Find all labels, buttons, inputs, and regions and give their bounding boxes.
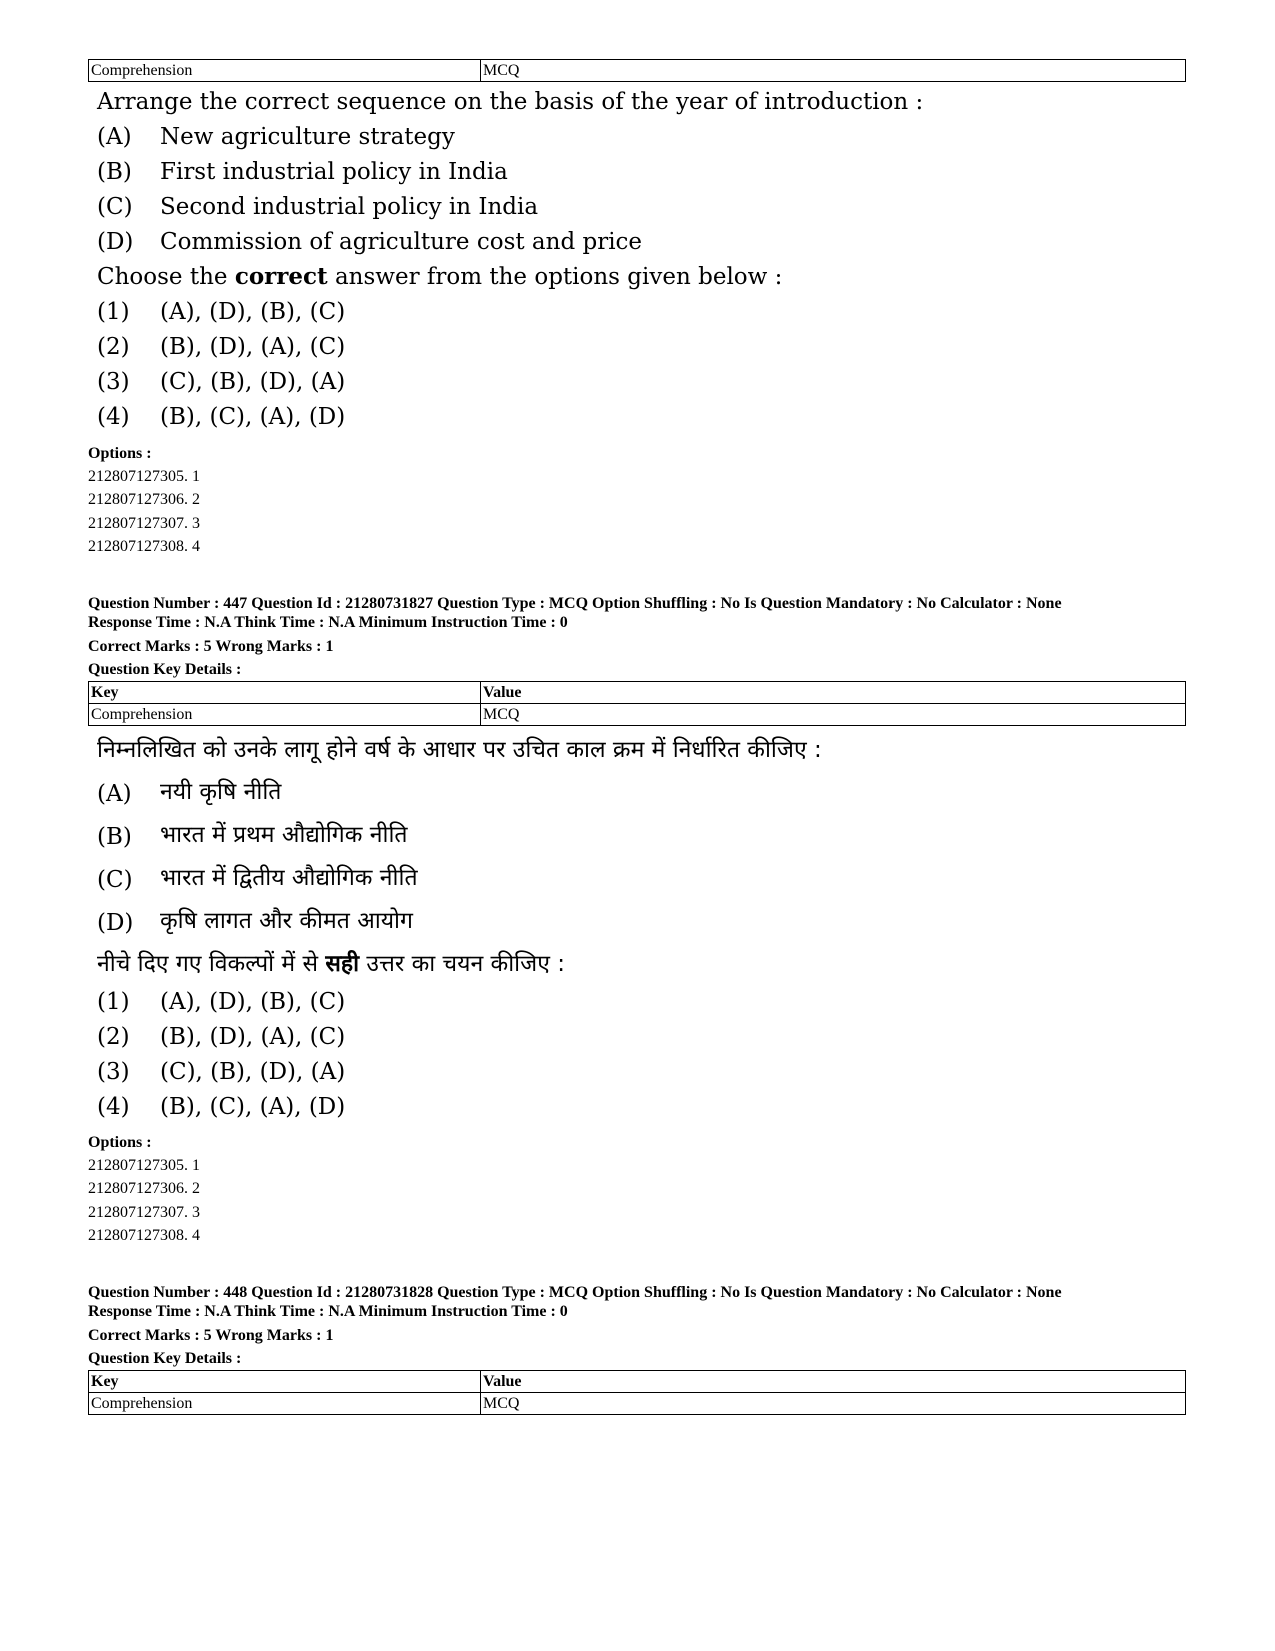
table-header-value: Value <box>481 682 1186 704</box>
choose-pre: Choose the <box>97 264 235 290</box>
table-header-row <box>89 1371 1186 1393</box>
question-meta: Question Number : 448 Question Id : 21280731828 Question Type : MCQ Option Shuffling : No Is Question Mandatory : No Calculator : None <box>88 1284 1062 1301</box>
table-cell-key: Comprehension <box>89 704 481 726</box>
item-text: First industrial policy in India <box>160 159 508 185</box>
item-text: कृषि लागत और कीमत आयोग <box>160 908 413 934</box>
table-header-value: Value <box>481 1371 1186 1393</box>
choose-instruction <box>97 950 565 978</box>
table-cell-value: MCQ <box>481 704 1186 726</box>
option-id: 212807127307. 3 <box>88 515 200 532</box>
question-prompt: Arrange the correct sequence on the basis of the year of introduction : <box>97 89 924 115</box>
option-id: 212807127306. 2 <box>88 1180 200 1197</box>
answer-text: (C), (B), (D), (A) <box>160 369 346 395</box>
table-row <box>89 60 1186 82</box>
item-text: भारत में द्वितीय औद्योगिक नीति <box>160 865 418 891</box>
answer-text: (C), (B), (D), (A) <box>160 1059 346 1085</box>
question-timing: Response Time : N.A Think Time : N.A Minimum Instruction Time : 0 <box>88 614 568 631</box>
choose-post: answer from the options given below : <box>327 264 783 290</box>
answer-tag: (3) <box>97 1059 130 1085</box>
item-text: Second industrial policy in India <box>160 194 539 220</box>
item-tag: (A) <box>97 124 132 150</box>
answer-tag: (4) <box>97 404 130 430</box>
item-text: Commission of agriculture cost and price <box>160 229 643 255</box>
answer-tag: (4) <box>97 1094 130 1120</box>
item-text: New agriculture strategy <box>160 124 455 150</box>
question-key-table <box>88 681 1186 726</box>
answer-tag: (2) <box>97 334 130 360</box>
answer-text: (A), (D), (B), (C) <box>160 299 346 325</box>
answer-text: (B), (C), (A), (D) <box>160 1094 346 1120</box>
choose-post: उत्तर का चयन कीजिए : <box>359 951 565 977</box>
item-tag: (D) <box>97 910 134 936</box>
option-id: 212807127308. 4 <box>88 538 200 555</box>
item-tag: (D) <box>97 229 134 255</box>
choose-bold: correct <box>234 263 328 290</box>
table-cell-key: Comprehension <box>89 1393 481 1415</box>
answer-text: (B), (C), (A), (D) <box>160 404 346 430</box>
option-id: 212807127305. 1 <box>88 1157 200 1174</box>
item-text: भारत में प्रथम औद्योगिक नीति <box>160 822 408 848</box>
table-cell-value: MCQ <box>481 60 1186 82</box>
option-id: 212807127306. 2 <box>88 491 200 508</box>
table-header-row <box>89 682 1186 704</box>
question-timing: Response Time : N.A Think Time : N.A Minimum Instruction Time : 0 <box>88 1303 568 1320</box>
item-tag: (C) <box>97 194 133 220</box>
option-id: 212807127307. 3 <box>88 1204 200 1221</box>
option-id: 212807127308. 4 <box>88 1227 200 1244</box>
item-text: नयी कृषि नीति <box>160 779 282 805</box>
question-prompt: निम्नलिखित को उनके लागू होने वर्ष के आधार पर उचित काल क्रम में निर्धारित कीजिए : <box>97 737 822 763</box>
table-cell-key: Comprehension <box>89 60 481 82</box>
question-key-table <box>88 1370 1186 1415</box>
answer-tag: (1) <box>97 989 130 1015</box>
answer-text: (B), (D), (A), (C) <box>160 1024 346 1050</box>
question-marks: Correct Marks : 5 Wrong Marks : 1 <box>88 638 334 655</box>
question-key-table <box>88 59 1186 82</box>
option-id: 212807127305. 1 <box>88 468 200 485</box>
choose-instruction <box>97 263 782 291</box>
answer-text: (B), (D), (A), (C) <box>160 334 346 360</box>
answer-text: (A), (D), (B), (C) <box>160 989 346 1015</box>
item-tag: (B) <box>97 824 132 850</box>
table-header-key: Key <box>89 682 481 704</box>
answer-tag: (1) <box>97 299 130 325</box>
choose-bold: सही <box>325 951 360 977</box>
key-details-label: Question Key Details : <box>88 1350 242 1367</box>
item-tag: (C) <box>97 867 133 893</box>
table-header-key: Key <box>89 1371 481 1393</box>
item-tag: (A) <box>97 781 132 807</box>
key-details-label: Question Key Details : <box>88 661 242 678</box>
table-row <box>89 1393 1186 1415</box>
table-cell-value: MCQ <box>481 1393 1186 1415</box>
question-meta: Question Number : 447 Question Id : 21280731827 Question Type : MCQ Option Shuffling : No Is Question Mandatory : No Calculator : None <box>88 595 1062 612</box>
question-marks: Correct Marks : 5 Wrong Marks : 1 <box>88 1327 334 1344</box>
item-tag: (B) <box>97 159 132 185</box>
options-label: Options : <box>88 1134 152 1151</box>
choose-pre: नीचे दिए गए विकल्पों में से <box>97 951 326 977</box>
answer-tag: (2) <box>97 1024 130 1050</box>
answer-tag: (3) <box>97 369 130 395</box>
table-row <box>89 704 1186 726</box>
options-label: Options : <box>88 445 152 462</box>
